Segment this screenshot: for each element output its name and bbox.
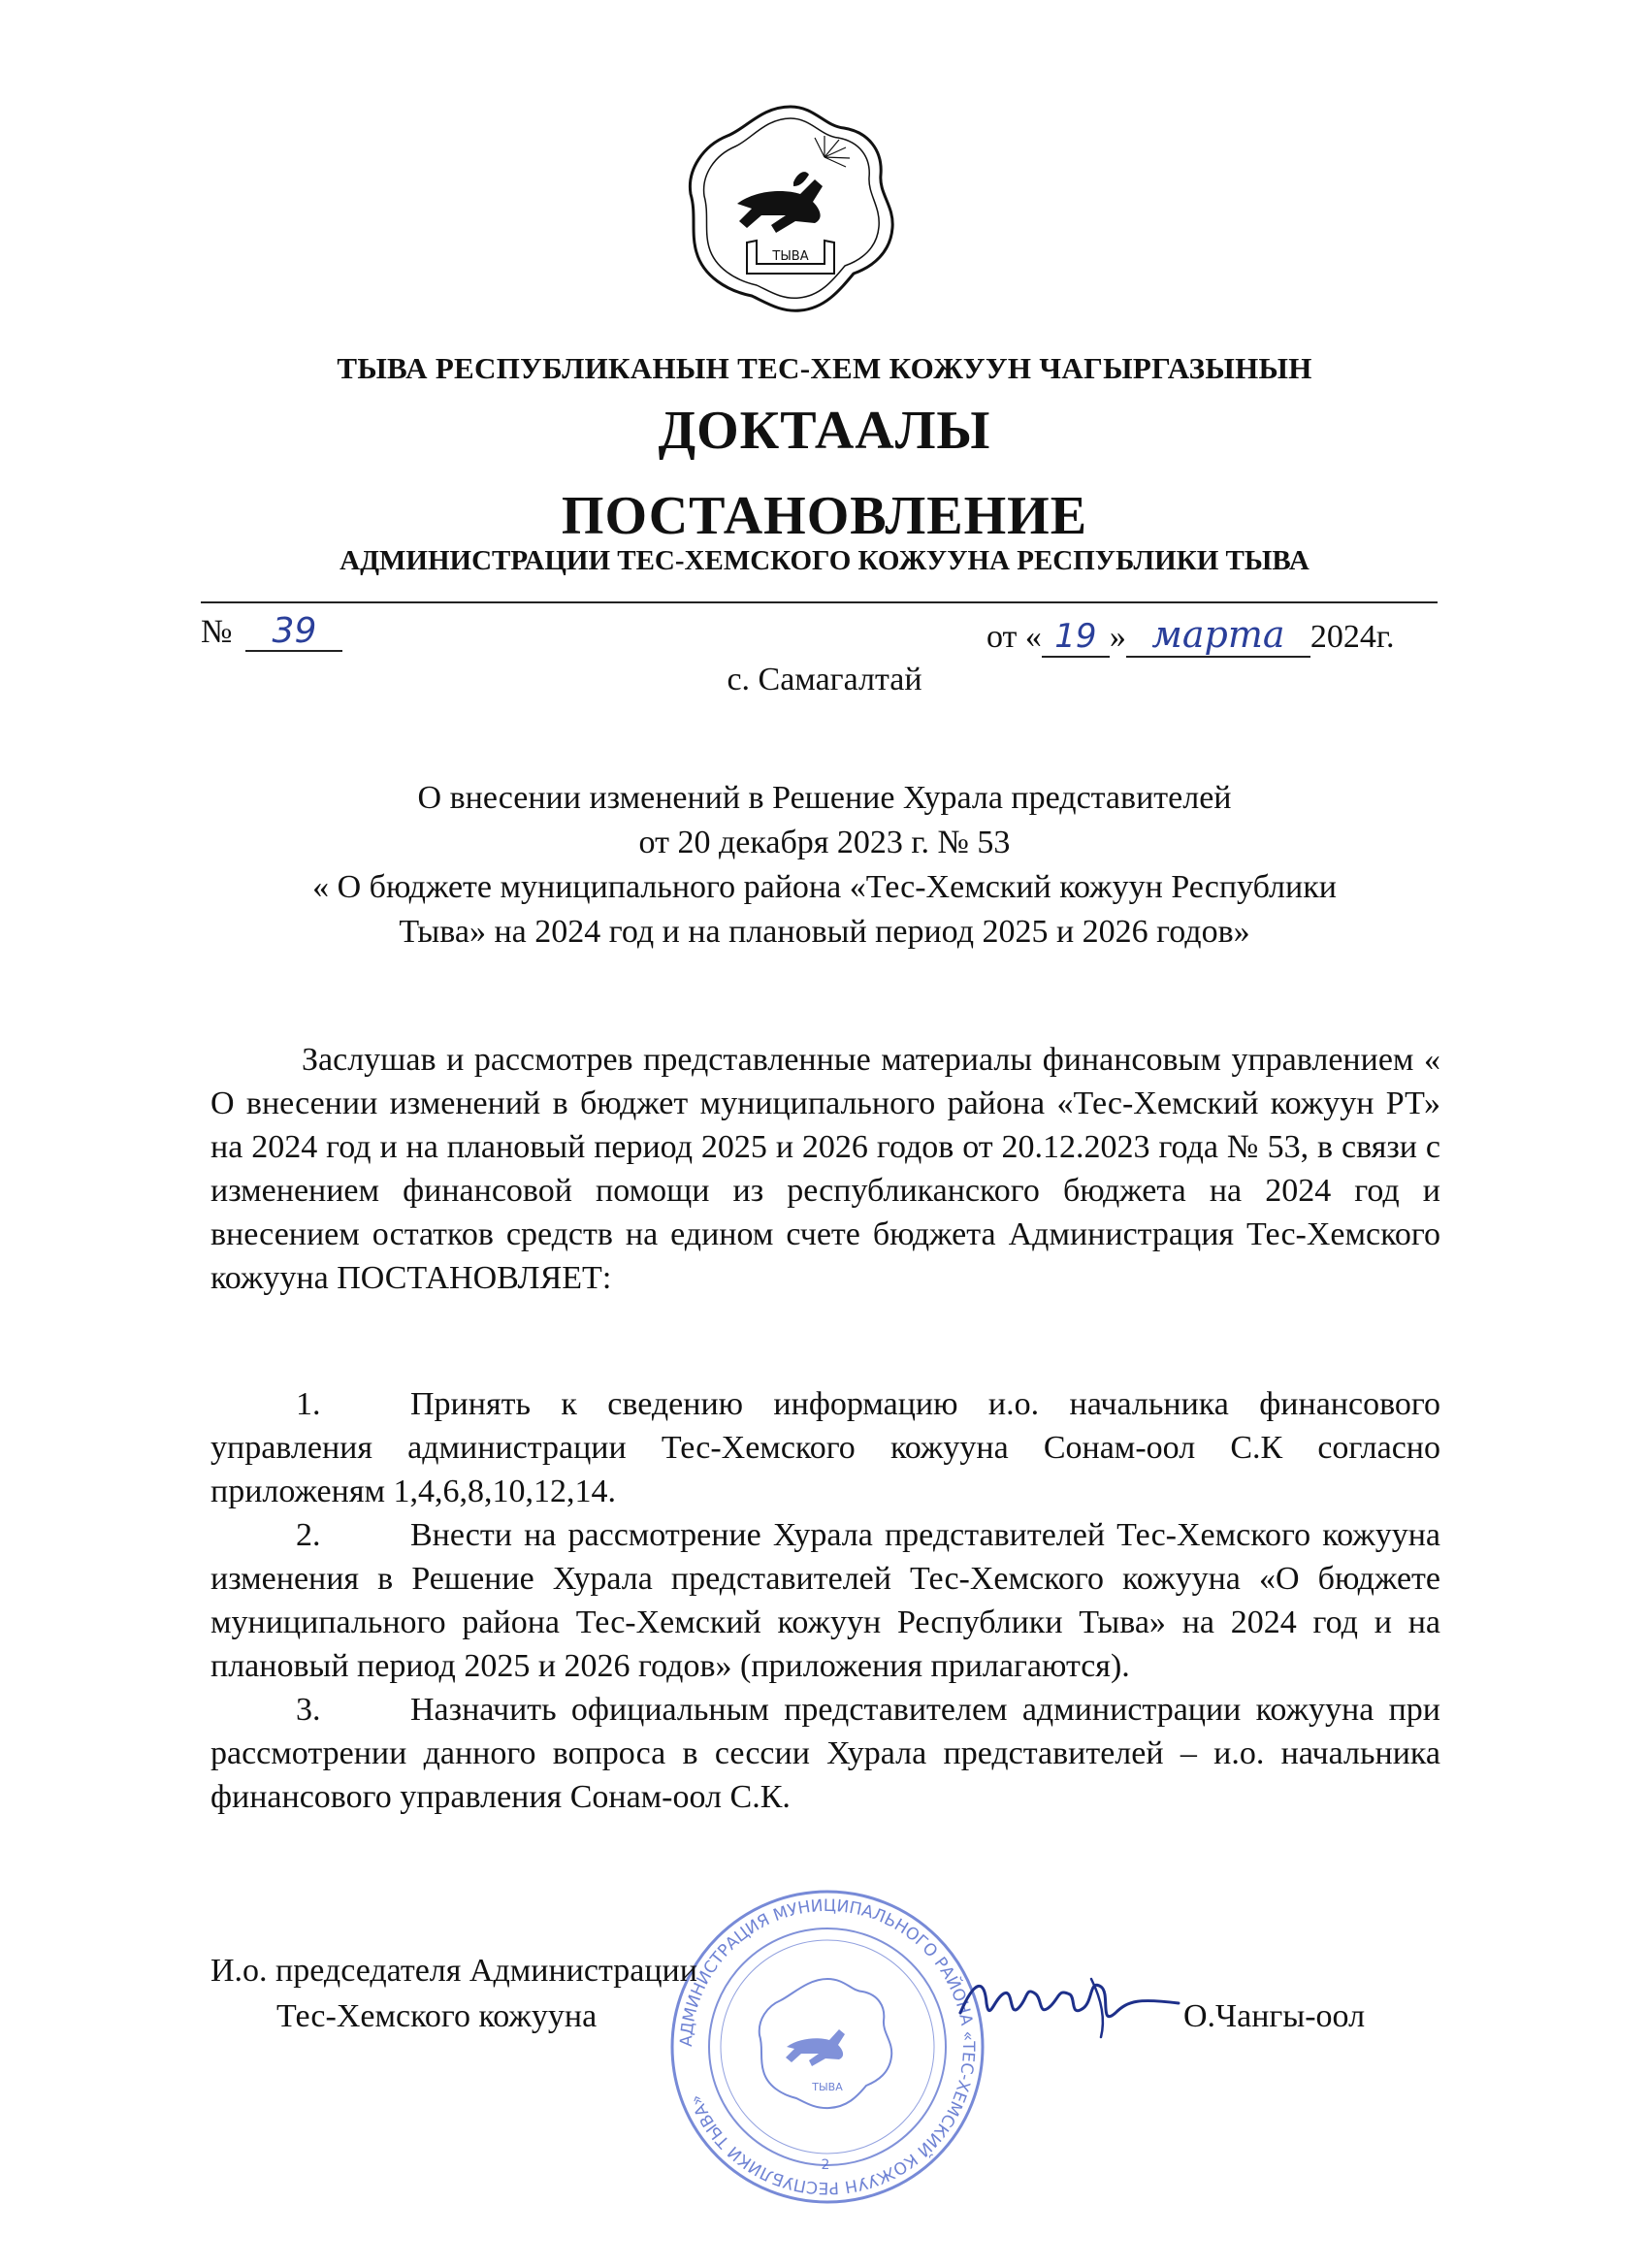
document-number	[201, 613, 342, 652]
header-divider	[201, 601, 1438, 603]
header-tuvan-line: ТЫВА РЕСПУБЛИКАНЫН ТЕС-ХЕМ КОЖУУН ЧАГЫРГАЗЫНЫН	[337, 351, 1312, 385]
item-text: Принять к сведению информацию и.о. начальника финансового управления администрации Тес-Хемского кожууна Сонам-оол С.К согласно приложеням 1,4,6,8,10,12,14.	[210, 1386, 1440, 1509]
header-russian-line: АДМИНИСТРАЦИИ ТЕС-ХЕМСКОГО КОЖУУНА РЕСПУБЛИКИ ТЫВА	[340, 545, 1310, 576]
list-item	[210, 1513, 1440, 1688]
date-mid: »	[1109, 619, 1126, 655]
svg-text:ТЫВА: ТЫВА	[812, 2081, 843, 2093]
subject-line: О внесении изменений в Решение Хурала представителей	[417, 780, 1232, 816]
handwritten-signature	[955, 1960, 1183, 2042]
document-date	[986, 613, 1395, 658]
tuva-emblem-icon	[679, 97, 902, 320]
svg-text:ТЫВА: ТЫВА	[772, 249, 809, 264]
item-text: Назначить официальным представителем администрации кожууна при рассмотрении данного вопроса в сессии Хурала представителей – и.о. начальника финансового управления Сонам-оол С.К.	[210, 1692, 1440, 1815]
subject-block	[223, 776, 1426, 955]
preamble-paragraph: Заслушав и рассмотрев представленные материалы финансовым управлением « О внесении изменений в бюджет муниципального района «Тес-Хемский кожуун РТ» на 2024 год и на плановый период 2025 и 2026 годов от 20.12.2023 года № 53, в связи с изменением финансовой помощи из республиканского бюджета на 2024 год и внесением остатков средств на едином счете бюджета Администрация Тес-Хемского кожууна ПОСТАНОВЛЯЕТ:	[210, 1042, 1440, 1296]
date-prefix: от «	[986, 619, 1042, 655]
date-year: 2024г.	[1310, 619, 1395, 655]
resolution-list	[210, 1382, 1440, 1819]
date-month: марта	[1126, 613, 1310, 658]
signatory-name: О.Чангы-оол	[1183, 1998, 1366, 2034]
svg-text:АДМИНИСТРАЦИЯ МУНИЦИПАЛЬНОГО Р: АДМИНИСТРАЦИЯ МУНИЦИПАЛЬНОГО РАЙОНА «ТЕС-ХЕМСКИЙ КОЖУУН РЕСПУБЛИКИ ТЫВА»	[676, 1895, 979, 2198]
date-day: 19	[1042, 617, 1110, 658]
subject-line: Тыва» на 2024 год и на плановый период 2025 и 2026 годов»	[399, 914, 1250, 950]
svg-text:2: 2	[821, 2157, 830, 2173]
item-number: 1.	[296, 1386, 321, 1422]
official-stamp	[663, 1882, 992, 2212]
signatory-position-line2: Тес-Хемского кожууна	[276, 1998, 598, 2034]
item-number: 2.	[296, 1517, 321, 1553]
title-tuvan: ДОКТААЛЫ	[658, 401, 991, 461]
title-russian: ПОСТАНОВЛЕНИЕ	[561, 486, 1088, 546]
number-value: 39	[245, 613, 342, 652]
list-item	[210, 1688, 1440, 1819]
item-number: 3.	[296, 1692, 321, 1728]
list-item	[210, 1382, 1440, 1513]
item-text: Внести на рассмотрение Хурала представителей Тес-Хемского кожууна изменения в Решение Хурала представителей Тес-Хемского кожууна «О бюджете муниципального района Тес-Хемский кожуун Республики Тыва» на 2024 год и на плановый период 2025 и 2026 годов» (приложения прилагаются).	[210, 1517, 1440, 1684]
subject-line: от 20 декабря 2023 г. № 53	[638, 825, 1011, 860]
subject-line: « О бюджете муниципального района «Тес-Хемский кожуун Республики	[312, 869, 1337, 905]
signatory-position-line1: И.о. председателя Администрации	[210, 1953, 697, 1989]
number-label: №	[201, 614, 233, 650]
place: с. Самагалтай	[727, 662, 922, 697]
